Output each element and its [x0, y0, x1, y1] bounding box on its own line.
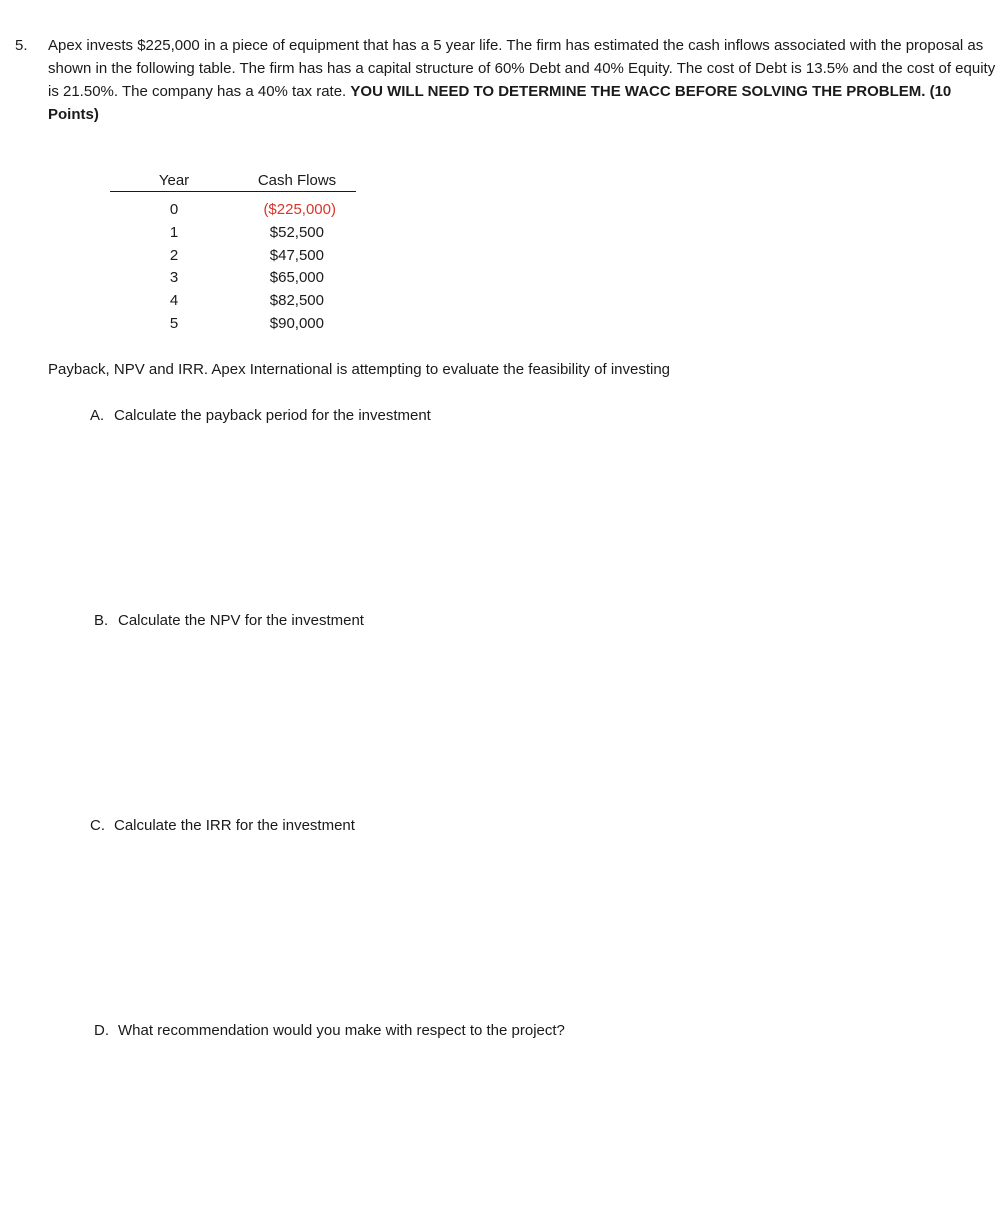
- part-b-text: Calculate the NPV for the investment: [118, 612, 364, 629]
- part-c-text: Calculate the IRR for the investment: [114, 817, 355, 834]
- cash-flow-cell: $47,500: [269, 246, 324, 264]
- question-text-bold: YOU WILL NEED TO DETERMINE THE WACC BEFORE SOLVING THE PROBLEM. (10 Points): [48, 83, 952, 123]
- question-number: 5.: [15, 37, 28, 54]
- part-b: [94, 610, 364, 632]
- part-d-letter: D.: [94, 1022, 109, 1039]
- part-b-letter: B.: [94, 612, 109, 629]
- table-row: [110, 245, 356, 268]
- table-row: [110, 199, 356, 222]
- part-c-letter: C.: [90, 817, 105, 834]
- cash-flow-cell: $65,000: [269, 269, 324, 287]
- year-cell: 5: [169, 314, 179, 332]
- cash-flows-column-header: Cash Flows: [257, 172, 337, 189]
- part-c: [90, 815, 355, 837]
- table-row: [110, 267, 356, 290]
- year-column-header: Year: [158, 172, 190, 189]
- year-cell: 4: [169, 292, 179, 310]
- table-row: [110, 313, 356, 336]
- part-a-text: Calculate the payback period for the investment: [114, 407, 431, 424]
- table-row: [110, 290, 356, 313]
- table-row: [110, 222, 356, 245]
- cash-flow-cell: $82,500: [269, 292, 324, 310]
- cash-flow-table: [110, 170, 356, 336]
- question-text-intro: Apex invests $225,000 in a piece of equipment that has a 5 year life. The firm has estimated the cash inflows associated with the proposal as shown in the following table. The firm has has a capital structure of 60% Debt and 40% Equity. The cost of Debt is 13.5% and the cost of equity is 21.50%. The company has a 40% tax rate.: [48, 37, 996, 100]
- part-d-text: What recommendation would you make with respect to the project?: [118, 1022, 565, 1039]
- intro-line: Payback, NPV and IRR. Apex International is attempting to evaluate the feasibility of investing: [48, 361, 671, 378]
- cash-flow-table-header: [110, 170, 356, 192]
- part-d: [94, 1020, 565, 1042]
- part-a-letter: A.: [90, 407, 105, 424]
- year-cell: 2: [169, 246, 179, 264]
- year-cell: 0: [169, 201, 179, 218]
- year-cell: 3: [169, 269, 179, 287]
- cash-flow-cell: $52,500: [269, 223, 324, 241]
- question-text: [48, 34, 998, 126]
- year-cell: 1: [169, 223, 179, 241]
- part-a: [90, 405, 431, 427]
- cash-flow-cell: ($225,000): [263, 201, 336, 218]
- cash-flow-cell: $90,000: [269, 314, 324, 332]
